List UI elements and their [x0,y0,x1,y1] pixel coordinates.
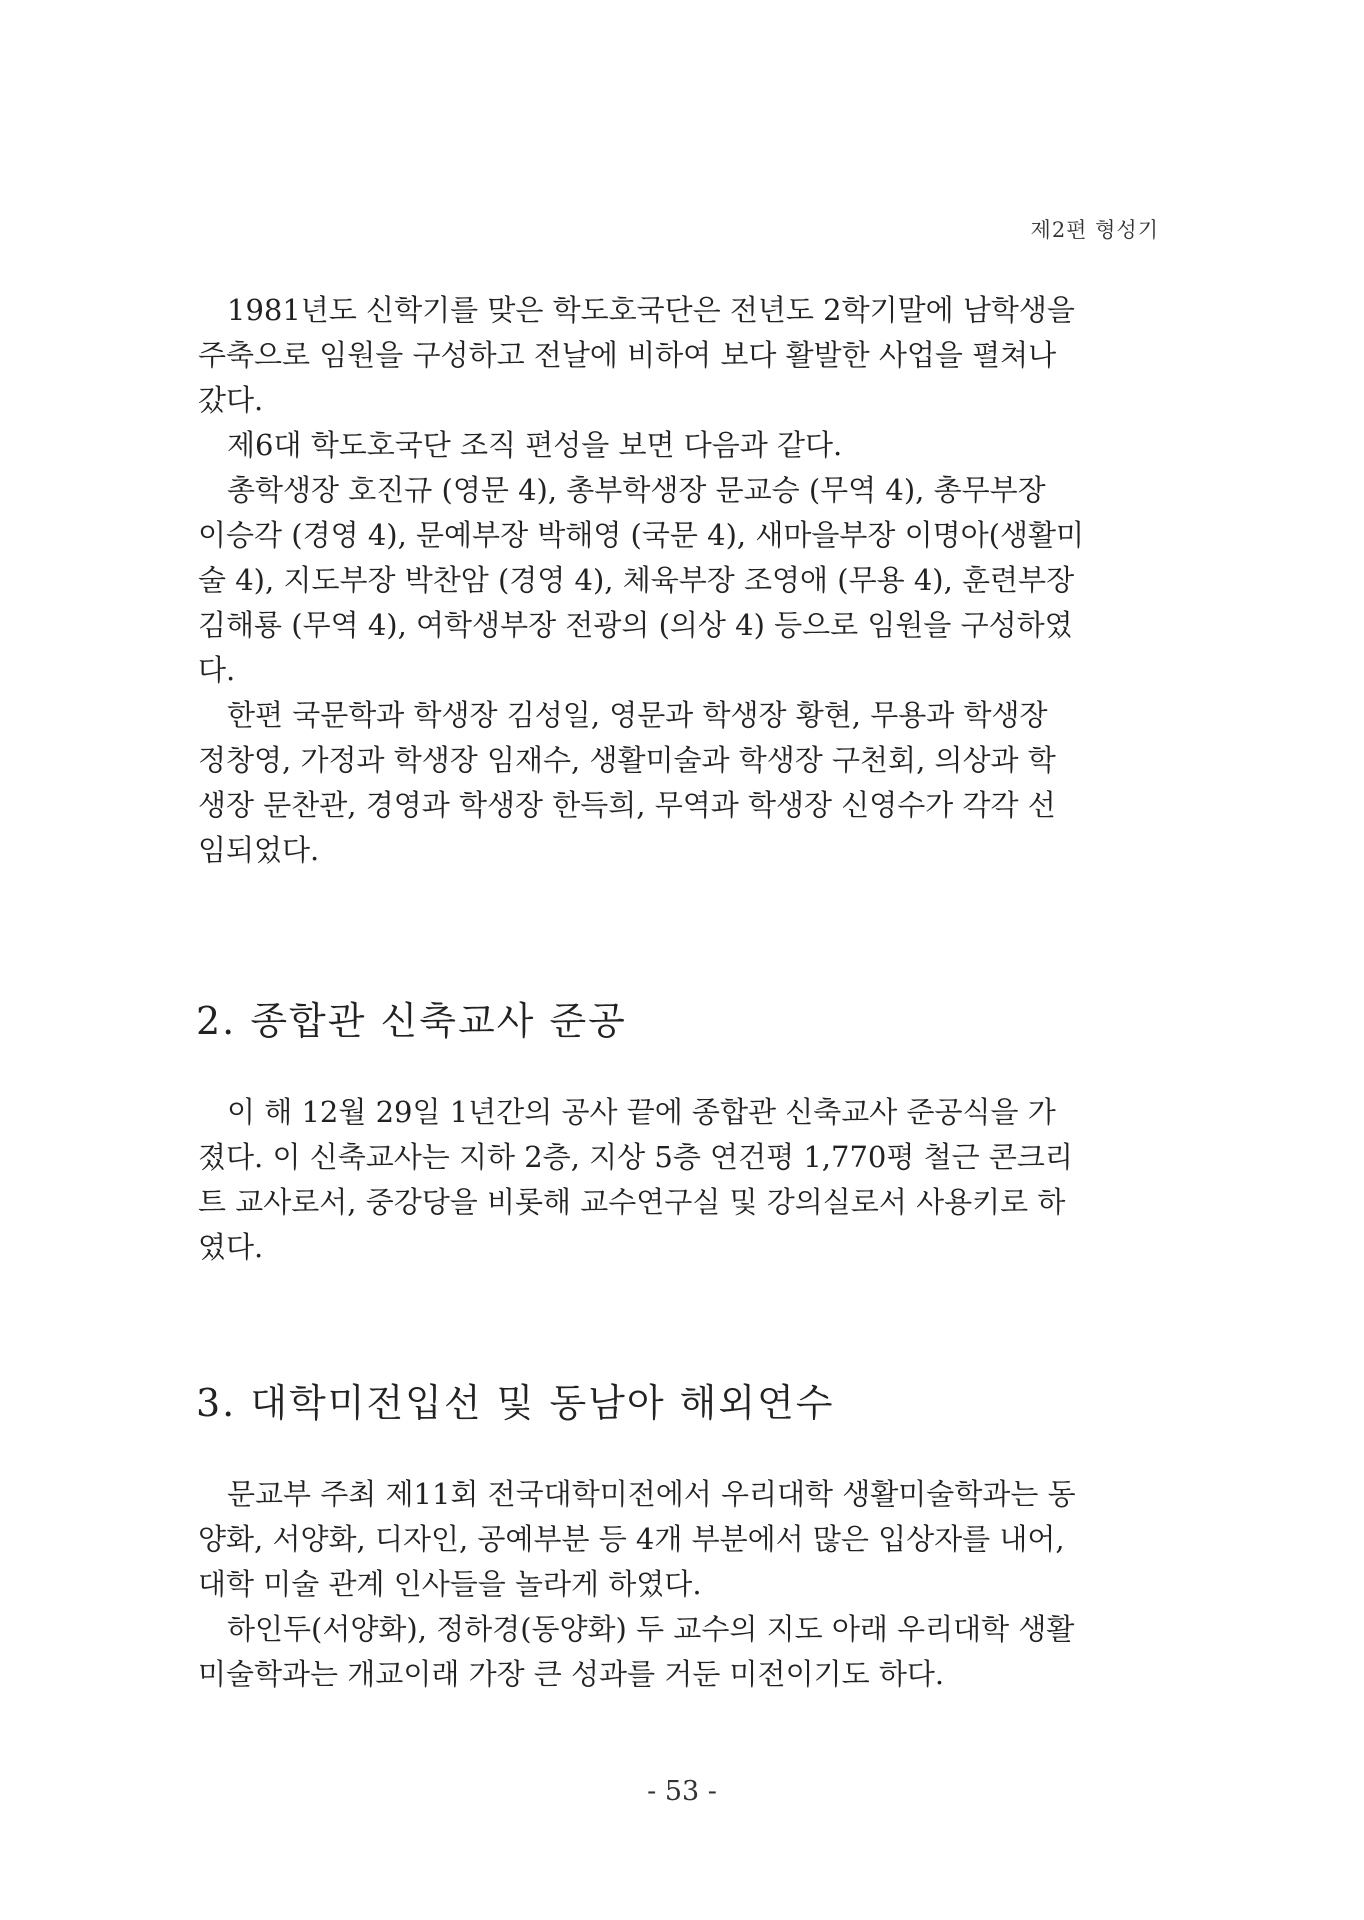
section-2-paragraph-1 [198,1090,1158,1270]
page-number: - 53 - [647,1776,717,1807]
section-2-body [198,1090,1158,1270]
intro-section [198,288,1158,873]
text-line: 트 교사로서, 중강당을 비롯해 교수연구실 및 강의실로서 사용키로 하 [198,1185,1066,1219]
section-3-body [198,1472,1158,1697]
text-line: 미술학과는 개교이래 가장 큰 성과를 거둔 미전이기도 하다. [198,1657,945,1691]
intro-paragraph-4 [198,693,1158,873]
section-3-heading: 3. 대학미전입선 및 동남아 해외연수 [196,1381,835,1425]
intro-paragraph-1 [198,288,1158,423]
text-line: 다. [198,653,236,687]
text-line: 하인두(서양화), 정하경(동양화) 두 교수의 지도 아래 우리대학 생활 [227,1612,1075,1646]
text-line: 제6대 학도호국단 조직 편성을 보면 다음과 같다. [227,428,843,462]
text-line: 생장 문찬관, 경영과 학생장 한득희, 무역과 학생장 신영수가 각각 선 [198,788,1056,822]
text-line: 이 해 12월 29일 1년간의 공사 끝에 종합관 신축교사 준공식을 가 [227,1095,1056,1129]
text-line: 양화, 서양화, 디자인, 공예부분 등 4개 부분에서 많은 입상자를 내어, [198,1522,1065,1556]
section-3-paragraph-1 [198,1472,1158,1607]
section-3-paragraph-2 [198,1607,1158,1697]
text-line: 한편 국문학과 학생장 김성일, 영문과 학생장 황현, 무용과 학생장 [227,698,1048,732]
text-line: 대학 미술 관계 인사들을 놀라게 하였다. [198,1567,702,1601]
text-line: 김해룡 (무역 4), 여학생부장 전광의 (의상 4) 등으로 임원을 구성하였 [198,608,1073,642]
intro-paragraph-3 [198,468,1158,693]
section-2-heading: 2. 종합관 신축교사 준공 [196,999,627,1043]
text-line: 갔다. [198,383,264,417]
text-line: 졌다. 이 신축교사는 지하 2층, 지상 5층 연건평 1,770평 철근 콘크리 [198,1140,1073,1174]
running-header: 제2편 형성기 [1030,218,1159,242]
text-line: 문교부 주최 제11회 전국대학미전에서 우리대학 생활미술학과는 동 [227,1477,1076,1511]
text-line: 임되었다. [198,833,320,867]
text-line: 였다. [198,1230,264,1264]
text-line: 1981년도 신학기를 맞은 학도호국단은 전년도 2학기말에 남학생을 [227,293,1075,327]
text-line: 정창영, 가정과 학생장 임재수, 생활미술과 학생장 구천회, 의상과 학 [198,743,1056,777]
text-line: 이승각 (경영 4), 문예부장 박해영 (국문 4), 새마을부장 이명아(생활미 [198,518,1085,552]
text-line: 술 4), 지도부장 박찬암 (경영 4), 체육부장 조영애 (무용 4), 훈련부장 [198,563,1075,597]
intro-paragraph-2 [198,423,1158,468]
text-line: 주축으로 임원을 구성하고 전날에 비하여 보다 활발한 사업을 펼쳐나 [198,338,1057,372]
text-line: 총학생장 호진규 (영문 4), 총부학생장 문교승 (무역 4), 총무부장 [227,473,1046,507]
